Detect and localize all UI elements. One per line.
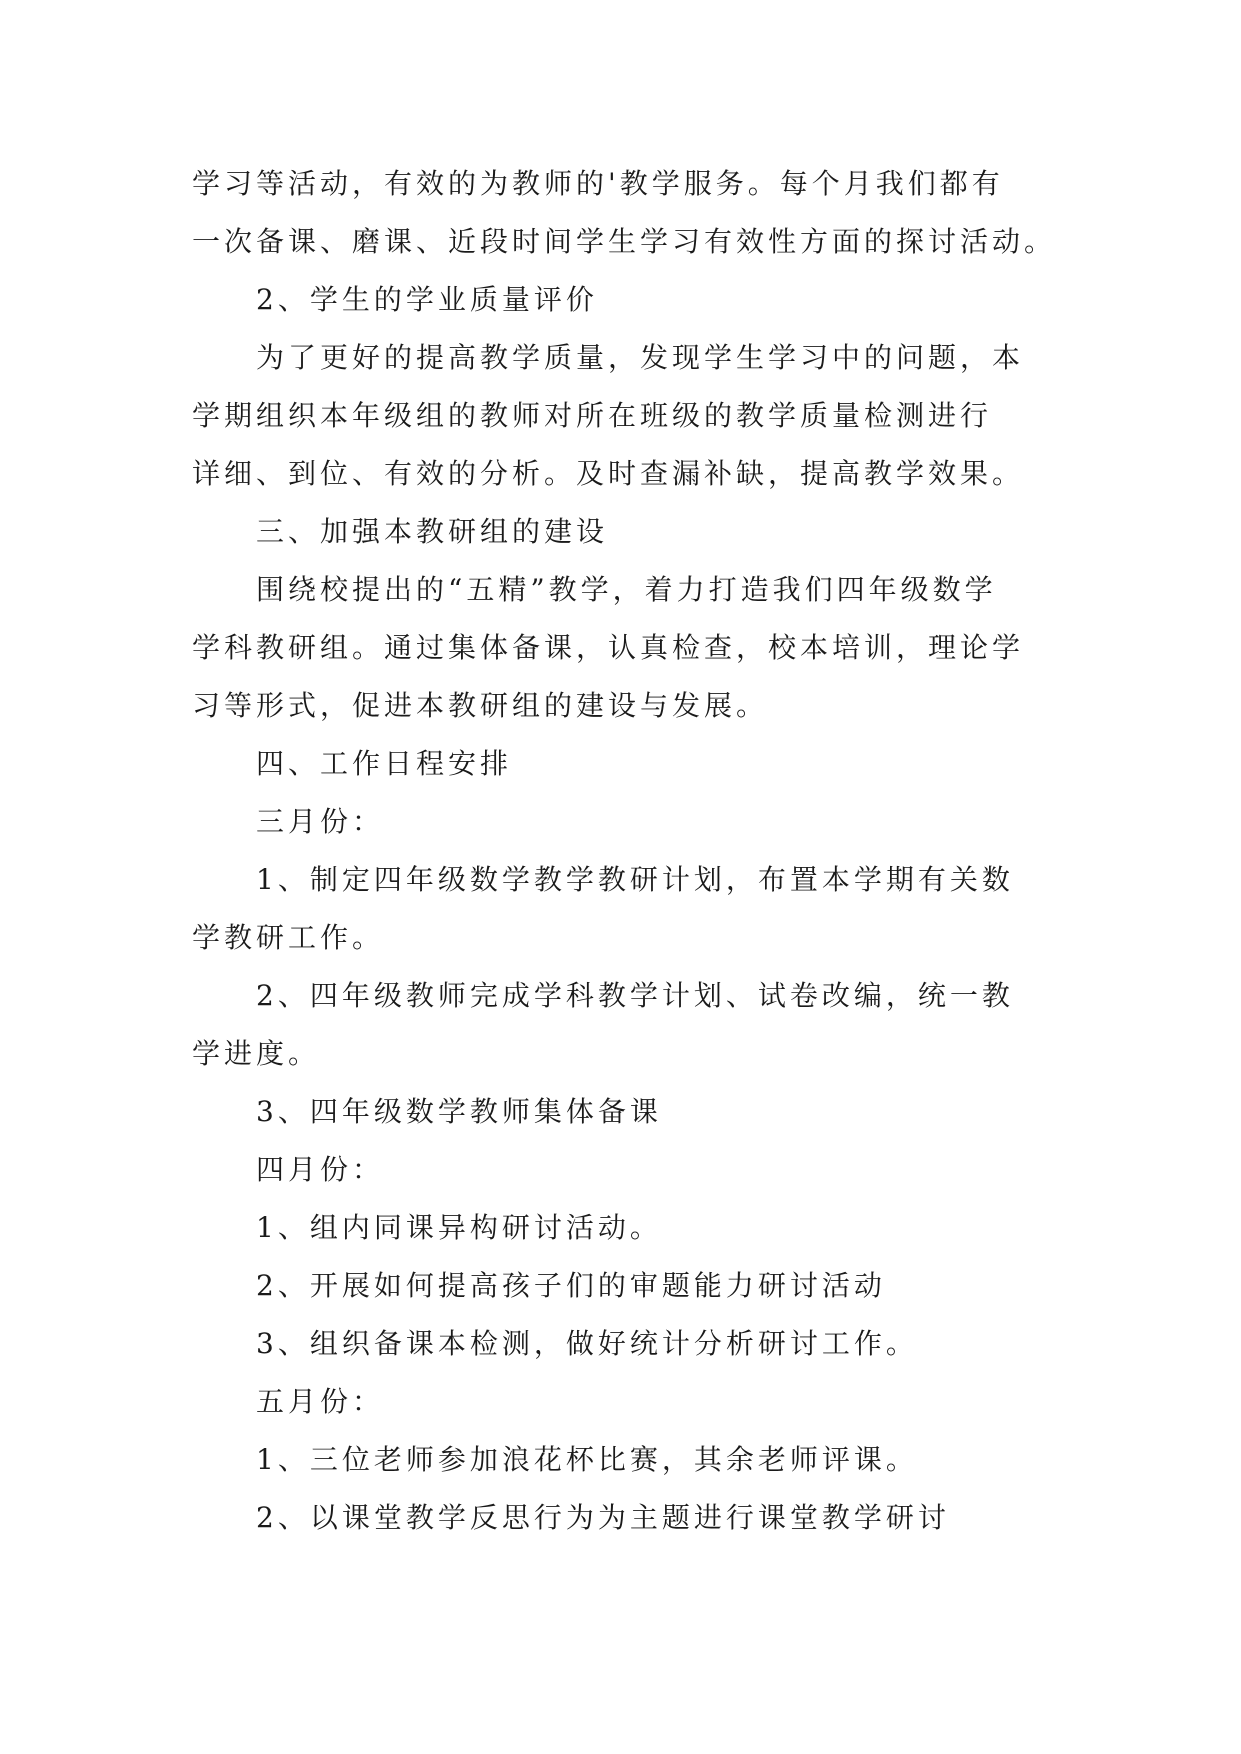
list-item: [192, 1257, 1112, 1315]
month-heading: [192, 1141, 1112, 1199]
text-line: 3、四年级数学教师集体备课: [256, 1095, 662, 1128]
section-heading: [192, 271, 1112, 329]
list-item: [192, 1315, 1112, 1373]
text-line: 学期组织本年级组的教师对所在班级的教学质量检测进行: [192, 399, 993, 432]
text-line: 三、加强本教研组的建设: [256, 515, 609, 548]
list-item: [192, 1431, 1112, 1489]
text-line: 四月份：: [256, 1153, 385, 1186]
list-item: [192, 1199, 1112, 1257]
list-item: [192, 1489, 1112, 1547]
text-line: 学习等活动，有效的为教师的'教学服务。每个月我们都有: [192, 167, 1004, 200]
text-line: 围绕校提出的“五精”教学，着力打造我们四年级数学: [256, 573, 997, 606]
text-line: 2、学生的学业质量评价: [256, 283, 598, 316]
text-line: 1、三位老师参加浪花杯比赛，其余老师评课。: [256, 1443, 918, 1476]
month-heading: [192, 793, 1112, 851]
text-line: 2、开展如何提高孩子们的审题能力研讨活动: [256, 1269, 886, 1302]
text-line: 为了更好的提高教学质量，发现学生学习中的问题，本: [256, 341, 1025, 374]
text-line: 学教研工作。: [192, 921, 385, 954]
list-item: [192, 851, 1112, 967]
text-line: 一次备课、磨课、近段时间学生学习有效性方面的探讨活动。: [192, 225, 1057, 258]
text-line: 五月份：: [256, 1385, 385, 1418]
text-line: 学进度。: [192, 1037, 321, 1070]
month-heading: [192, 1373, 1112, 1431]
paragraph-continued: [192, 155, 1112, 271]
text-line: 详细、到位、有效的分析。及时查漏补缺，提高教学效果。: [192, 457, 1025, 490]
text-line: 1、制定四年级数学教学教研计划，布置本学期有关数: [256, 863, 1014, 896]
paragraph: [192, 561, 1112, 735]
text-line: 1、组内同课异构研讨活动。: [256, 1211, 662, 1244]
section-heading: [192, 735, 1112, 793]
text-line: 习等形式，促进本教研组的建设与发展。: [192, 689, 769, 722]
list-item: [192, 1083, 1112, 1141]
text-line: 2、四年级教师完成学科教学计划、试卷改编，统一教: [256, 979, 1014, 1012]
text-line: 2、以课堂教学反思行为为主题进行课堂教学研讨: [256, 1501, 950, 1534]
document-body: [192, 155, 1112, 1547]
text-line: 四、工作日程安排: [256, 747, 513, 780]
text-line: 学科教研组。通过集体备课，认真检查，校本培训，理论学: [192, 631, 1025, 664]
section-heading: [192, 503, 1112, 561]
text-line: 3、组织备课本检测，做好统计分析研讨工作。: [256, 1327, 918, 1360]
list-item: [192, 967, 1112, 1083]
text-line: 三月份：: [256, 805, 385, 838]
paragraph: [192, 329, 1112, 503]
